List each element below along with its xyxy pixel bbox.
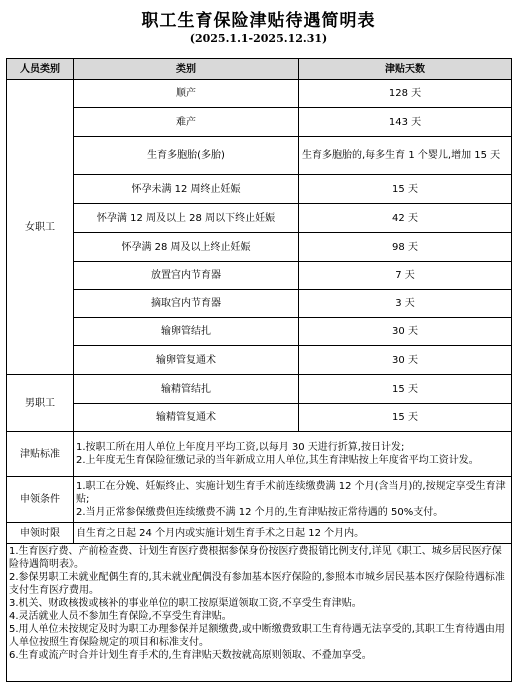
days-cell: 128 天: [299, 80, 512, 108]
standard-line: 2.上年度无生育保险征缴记录的当年新成立用人单位,其生育津贴按上年度省平均工资计发。: [76, 455, 479, 466]
note-item: 4.灵活就业人员不参加生育保险,不享受生育津贴。: [9, 611, 232, 622]
category-cell: 摘取宫内节育器: [74, 290, 299, 318]
category-cell: 怀孕未满 12 周终止妊娠: [74, 175, 299, 204]
time-limit-row: [7, 523, 512, 544]
table-row: [7, 233, 512, 262]
notes-block: [7, 544, 512, 682]
standard-row: [7, 432, 512, 477]
category-cell: 顺产: [74, 80, 299, 108]
table-row: [7, 375, 512, 404]
table-row: [7, 80, 512, 108]
notes-row: [7, 544, 512, 682]
category-cell: 放置宫内节育器: [74, 262, 299, 290]
standard-line: 1.按职工所在用人单位上年度月平均工资,以每月 30 天进行折算,按日计发;: [76, 442, 405, 453]
category-cell: 生育多胞胎(多胎): [74, 137, 299, 175]
days-cell: 42 天: [299, 204, 512, 233]
note-item: 3.机关、财政核拨或核补的事业单位的职工按原渠道领取工资,不享受生育津贴。: [9, 598, 362, 609]
days-cell: 30 天: [299, 346, 512, 375]
standard-label: 津贴标准: [7, 432, 74, 477]
date-range: (2025.1.1-2025.12.31): [189, 32, 328, 45]
category-cell: 输精管复通术: [74, 404, 299, 432]
category-cell: 输卵管结扎: [74, 318, 299, 346]
group-female: 女职工: [7, 80, 74, 375]
days-cell: 15 天: [299, 175, 512, 204]
note-item: 5.用人单位未按规定及时为职工办理参保并足额缴费,或中断缴费致职工生育待遇无法享受的,其职工生育待遇由用人单位按照生育保险规定的项目和标准支付。: [9, 624, 505, 648]
days-cell: 143 天: [299, 108, 512, 137]
note-item: 1.生育医疗费、产前检查费、计划生育医疗费根据参保身份按医疗费报销比例支付,详见《职工、城乡居民医疗保险待遇简明表》。: [9, 546, 502, 570]
days-cell: 98 天: [299, 233, 512, 262]
table-row: [7, 346, 512, 375]
table-row: [7, 318, 512, 346]
header-allowance-days: 津贴天数: [299, 59, 512, 80]
table-row: [7, 404, 512, 432]
days-cell: 3 天: [299, 290, 512, 318]
category-cell: 输精管结扎: [74, 375, 299, 404]
days-cell: 15 天: [299, 375, 512, 404]
category-cell: 怀孕满 28 周及以上终止妊娠: [74, 233, 299, 262]
days-cell: 30 天: [299, 318, 512, 346]
group-male: 男职工: [7, 375, 74, 432]
table-row: [7, 108, 512, 137]
category-cell: 怀孕满 12 周及以上 28 周以下终止妊娠: [74, 204, 299, 233]
header-category: 类别: [74, 59, 299, 80]
conditions-line: 2.当月正常参保缴费但连续缴费不满 12 个月的,生育津贴按正常待遇的 50%支付。: [76, 507, 444, 518]
days-cell: 生育多胞胎的,每多生育 1 个婴儿,增加 15 天: [299, 137, 512, 175]
category-cell: 难产: [74, 108, 299, 137]
allowance-table: [6, 58, 512, 682]
table-row: [7, 137, 512, 175]
table-row: [7, 204, 512, 233]
table-header-row: [7, 59, 512, 80]
conditions-label: 申领条件: [7, 477, 74, 523]
note-item: 2.参保男职工未就业配偶生育的,其未就业配偶没有参加基本医疗保险的,参照本市城乡居民基本医疗保险待遇标准支付生育医疗费用。: [9, 572, 505, 596]
conditions-row: [7, 477, 512, 523]
category-cell: 输卵管复通术: [74, 346, 299, 375]
header-personnel-type: 人员类别: [7, 59, 74, 80]
table-row: [7, 262, 512, 290]
time-limit-text: 自生育之日起 24 个月内或实施计划生育手术之日起 12 个月内。: [74, 523, 512, 544]
days-cell: 15 天: [299, 404, 512, 432]
page-title: 职工生育保险津贴待遇简明表: [141, 11, 376, 31]
days-cell: 7 天: [299, 262, 512, 290]
table-row: [7, 290, 512, 318]
table-row: [7, 175, 512, 204]
conditions-line: 1.职工在分娩、妊娠终止、实施计划生育手术前连续缴费满 12 个月(含当月)的,按规定享受生育津贴;: [76, 481, 506, 505]
standard-text: [74, 432, 512, 477]
time-limit-label: 申领时限: [7, 523, 74, 544]
note-item: 6.生育或流产时合并计划生育手术的,生育津贴天数按就高原则领取、不叠加享受。: [9, 650, 372, 661]
conditions-text: [74, 477, 512, 523]
